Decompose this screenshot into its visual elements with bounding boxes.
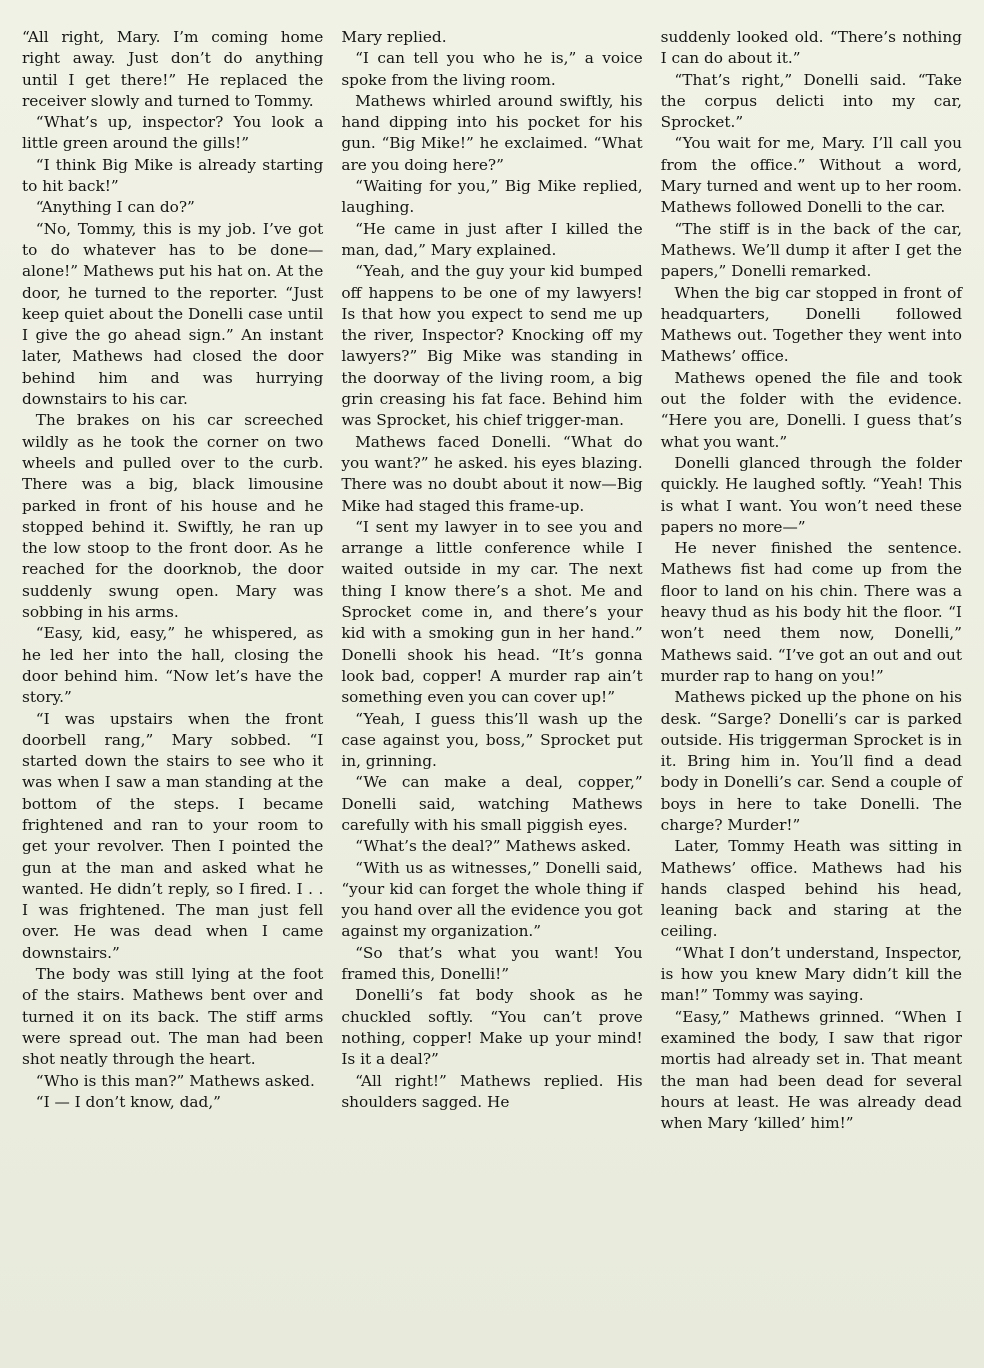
paragraph: “We can make a deal, copper,” Donelli said, watching Mathews carefully with his small piggish eyes. <box>341 773 643 834</box>
paragraph: Donelli’s fat body shook as he chuckled softly. “You can’t prove nothing, copper! Make up your mind! Is it a deal?” <box>341 986 643 1069</box>
paragraph: Later, Tommy Heath was sitting in Mathews’ office. Mathews had his hands clasped behind his head, leaning back and staring at the ceiling. <box>660 837 962 941</box>
paragraph: suddenly looked old. “There’s nothing I can do about it.” <box>660 28 962 68</box>
paragraph: He never finished the sentence. Mathews fist had come up from the floor to land on his chin. There was a heavy thud as his body hit the floor. “I won’t need them now, Donelli,” Mathews said. “I’ve got an out and out murder rap to hang on you!” <box>660 539 962 685</box>
paragraph: “You wait for me, Mary. I’ll call you from the office.” Without a word, Mary turned and went up to her room. Mathews followed Donelli to the car. <box>660 134 962 217</box>
paragraph: Mathews faced Donelli. “What do you want?” he asked. his eyes blazing. There was no doubt about it now—Big Mike had staged this frame-up. <box>341 432 643 515</box>
paragraph: Donelli glanced through the folder quickly. He laughed softly. “Yeah! This is what I want. You won’t need these papers no more—” <box>660 453 962 536</box>
paragraph: “I can tell you who he is,” a voice spoke from the living room. <box>341 49 643 89</box>
paragraph: “He came in just after I killed the man, dad,” Mary explained. <box>341 219 643 259</box>
text-column-3 <box>661 27 962 1368</box>
paragraph: “I was upstairs when the front doorbell rang,” Mary sobbed. “I started down the stairs to see who it was when I saw a man standing at the bottom of the steps. I became frightened and ran to your room to get your revolver. Then I pointed the gun at the man and asked what he wanted. He didn’t reply, so I fired. I . . I was frightened. The man just fell over. He was dead when I came downstairs.” <box>22 709 324 962</box>
paragraph: The body was still lying at the foot of the stairs. Mathews bent over and turned it on its back. The stiff arms were spread out. The man had been shot neatly through the heart. <box>22 965 324 1069</box>
paragraph: “What I don’t understand, Inspector, is how you knew Mary didn’t kill the man!” Tommy was saying. <box>660 943 962 1005</box>
paragraph: “With us as witnesses,” Donelli said, “your kid can forget the whole thing if you hand over all the evidence you got against my organization.” <box>341 858 643 941</box>
text-column-1 <box>22 27 323 1368</box>
paragraph: “All right, Mary. I’m coming home right away. Just don’t do anything until I get there!” He replaced the receiver slowly and turned to Tommy. <box>22 28 324 110</box>
text-column-2 <box>341 27 642 1368</box>
paragraph: “Easy,” Mathews grinned. “When I examined the body, I saw that rigor mortis had already set in. That meant the man had been dead for several hours at least. He was already dead when Mary ‘killed’ him!” <box>660 1007 962 1133</box>
paragraph: “Anything I can do?” <box>35 198 195 217</box>
paragraph: “Easy, kid, easy,” he whispered, as he led her into the hall, closing the door behind him. “Now let’s have the story.” <box>22 624 324 707</box>
paragraph: “Yeah, and the guy your kid bumped off happens to be one of my lawyers! Is that how you expect to send me up the river, Inspector? Knocking off my lawyers?” Big Mike was standing in the doorway of the living room, a big grin creasing his fat face. Behind him was Sprocket, his chief trigger-man. <box>341 262 643 430</box>
paragraph: “Waiting for you,” Big Mike replied, laughing. <box>341 177 643 217</box>
paragraph: Mathews picked up the phone on his desk. “Sarge? Donelli’s car is parked outside. His triggerman Sprocket is in it. Bring him in. You’ll find a dead body in Donelli’s car. Send a couple of boys in here to take Donelli. The charge? Murder!” <box>660 688 962 834</box>
paragraph: “The stiff is in the back of the car, Mathews. We’ll dump it after I get the papers,” Donelli remarked. <box>660 219 962 281</box>
paragraph: “That’s right,” Donelli said. “Take the corpus delicti into my car, Sprocket.” <box>660 70 962 132</box>
paragraph: “I think Big Mike is already starting to hit back!” <box>22 155 324 196</box>
paragraph: Mary replied. <box>341 28 447 46</box>
paragraph: Mathews opened the file and took out the folder with the evidence. “Here you are, Donelli. I guess that’s what you want.” <box>660 368 962 451</box>
paragraph: “I — I don’t know, dad,” <box>35 1092 222 1111</box>
paragraph: “What’s the deal?” Mathews asked. <box>355 837 631 856</box>
paragraph: “Who is this man?” Mathews asked. <box>35 1071 315 1090</box>
paragraph: The brakes on his car screeched wildly as he took the corner on two wheels and pulled over to the curb. There was a big, black limousine parked in front of his house and he stopped behind it. Swiftly, he ran up the low stoop to the front door. As he reached for the doorknob, the door suddenly swung open. Mary was sobbing in his arms. <box>22 411 324 622</box>
paragraph: “So that’s what you want! You framed this, Donelli!” <box>341 943 643 984</box>
paragraph: “What’s up, inspector? You look a little green around the gills!” <box>22 113 324 153</box>
paragraph: Mathews whirled around swiftly, his hand dipping into his pocket for his gun. “Big Mike!” he exclaimed. “What are you doing here?” <box>341 91 643 174</box>
paragraph: When the big car stopped in front of headquarters, Donelli followed Mathews out. Together they went into Mathews’ office. <box>660 283 962 366</box>
paragraph: “All right!” Mathews replied. His shoulders sagged. He <box>341 1071 643 1111</box>
paragraph: “Yeah, I guess this’ll wash up the case against you, boss,” Sprocket put in, grinning. <box>341 709 643 771</box>
paragraph: “I sent my lawyer in to see you and arrange a little conference while I waited outside in my car. The next thing I know there’s a shot. Me and Sprocket come in, and there’s your kid with a smoking gun in her hand.” Donelli shook his head. “It’s gonna look bad, copper! A murder rap ain’t something even you can cover up!” <box>341 517 643 707</box>
paragraph: “No, Tommy, this is my job. I’ve got to do whatever has to be done—alone!” Mathews put his hat on. At the door, he turned to the reporter. “Just keep quiet about the Donelli case until I give the go ahead sign.” An instant later, Mathews had closed the door behind him and was hurrying downstairs to his car. <box>22 219 324 409</box>
